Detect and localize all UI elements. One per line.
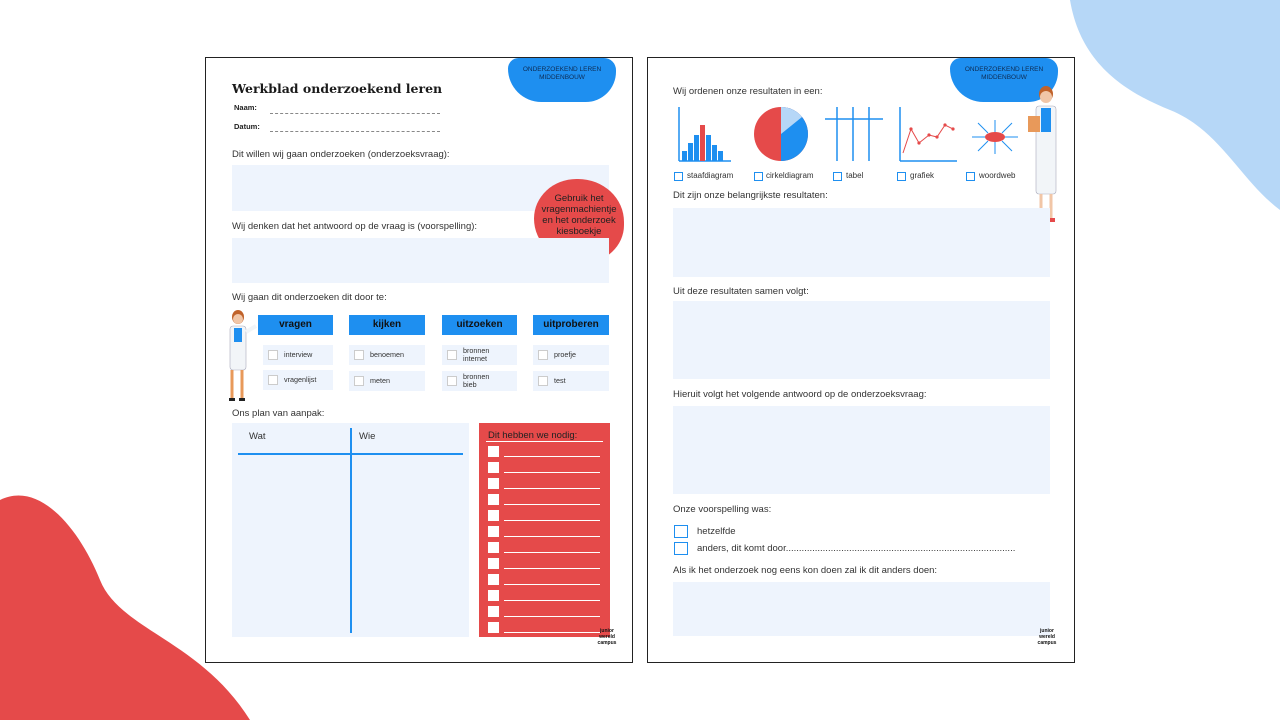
- needs-checkbox[interactable]: [488, 526, 499, 537]
- datum-label: Datum:: [234, 122, 260, 131]
- hetzelfde-label: hetzelfde: [697, 526, 736, 537]
- resultaten-box[interactable]: [673, 208, 1050, 277]
- method-option[interactable]: [533, 371, 609, 391]
- cirkeldiagram-icon: [752, 105, 810, 163]
- voorspelling-was-label: Onze voorspelling was:: [673, 504, 772, 515]
- logo-line: wereld: [1039, 634, 1055, 640]
- method-head-uitzoeken: uitzoeken: [442, 315, 517, 335]
- checkbox[interactable]: [268, 375, 278, 385]
- naam-label: Naam:: [234, 103, 257, 112]
- option-label: bronnen internet: [463, 346, 490, 363]
- needs-line[interactable]: [504, 504, 600, 505]
- method-head-kijken: kijken: [349, 315, 425, 335]
- plan-label: Ons plan van aanpak:: [232, 408, 325, 419]
- needs-checkbox[interactable]: [488, 510, 499, 521]
- badge-line: MIDDENBOUW: [981, 74, 1027, 81]
- naam-line[interactable]: [270, 113, 440, 114]
- result-type-label: woordweb: [979, 171, 1016, 180]
- option-label: test: [554, 376, 566, 385]
- corner-blob-blue: [1060, 0, 1280, 215]
- staafdiagram-icon: [676, 105, 732, 163]
- needs-checkbox[interactable]: [488, 622, 499, 633]
- worksheet-page-1: [205, 57, 633, 663]
- result-type-label: staafdiagram: [687, 171, 734, 180]
- logo-line: campus: [1037, 640, 1057, 646]
- junior-wereld-campus-logo: [1032, 628, 1062, 650]
- method-option[interactable]: [349, 345, 425, 365]
- logo-line: junior: [1040, 628, 1054, 634]
- checkbox-hetzelfde[interactable]: [674, 525, 688, 538]
- needs-checkbox[interactable]: [488, 606, 499, 617]
- option-label: bronnen bieb: [463, 372, 490, 389]
- checkbox-woordweb[interactable]: [966, 172, 975, 181]
- tip-line: en het onderzoek: [542, 215, 616, 226]
- checkbox-anders[interactable]: [674, 542, 688, 555]
- tip-line: vragenmachientje: [541, 204, 617, 215]
- badge-line: ONDERZOEKEND LEREN: [522, 66, 602, 73]
- worksheet-page-2: [647, 57, 1075, 663]
- needs-checkbox[interactable]: [488, 542, 499, 553]
- logo-line: campus: [597, 640, 617, 646]
- option-label: meten: [370, 376, 390, 385]
- checkbox[interactable]: [447, 376, 457, 386]
- needs-line[interactable]: [504, 552, 600, 553]
- checkbox[interactable]: [538, 376, 548, 386]
- conclusie-box[interactable]: [673, 301, 1050, 379]
- option-label: interview: [284, 350, 313, 359]
- needs-line[interactable]: [504, 568, 600, 569]
- needs-line[interactable]: [504, 632, 600, 633]
- method-option[interactable]: [442, 345, 517, 365]
- checkbox-tabel[interactable]: [833, 172, 842, 181]
- result-type-label: grafiek: [910, 171, 935, 180]
- checkbox-cirkeldiagram[interactable]: [754, 172, 763, 181]
- method-head-vragen: vragen: [258, 315, 333, 335]
- method-option[interactable]: [263, 370, 333, 390]
- needs-line[interactable]: [504, 616, 600, 617]
- scientist-illustration: [220, 308, 260, 406]
- checkbox[interactable]: [354, 350, 364, 360]
- method-option[interactable]: [263, 345, 333, 365]
- needs-checkbox[interactable]: [488, 446, 499, 457]
- needs-line[interactable]: [504, 456, 600, 457]
- antwoord-label: Hieruit volgt het volgende antwoord op de onderzoeksvraag:: [673, 389, 927, 400]
- checkbox[interactable]: [538, 350, 548, 360]
- logo-line: wereld: [599, 634, 615, 640]
- method-option[interactable]: [533, 345, 609, 365]
- woordweb-icon: [970, 118, 1020, 156]
- needs-checkbox[interactable]: [488, 574, 499, 585]
- needs-line[interactable]: [504, 472, 600, 473]
- result-type-label: tabel: [846, 171, 864, 180]
- needs-line[interactable]: [504, 600, 600, 601]
- plan-col-wat: Wat: [249, 431, 266, 442]
- badge-line: MIDDENBOUW: [539, 74, 585, 81]
- needs-checkbox[interactable]: [488, 590, 499, 601]
- logo-line: junior: [600, 628, 614, 634]
- method-option[interactable]: [442, 371, 517, 391]
- needs-line[interactable]: [504, 488, 600, 489]
- needs-checkbox[interactable]: [488, 478, 499, 489]
- checkbox[interactable]: [447, 350, 457, 360]
- needs-line[interactable]: [504, 536, 600, 537]
- method-option[interactable]: [349, 371, 425, 391]
- needs-checkbox[interactable]: [488, 462, 499, 473]
- badge-onderzoekend-leren: [508, 58, 616, 102]
- needs-checkbox[interactable]: [488, 494, 499, 505]
- datum-line[interactable]: [270, 131, 440, 132]
- needs-line[interactable]: [504, 584, 600, 585]
- option-label: proefje: [554, 350, 576, 359]
- resultaten-label: Dit zijn onze belangrijkste resultaten:: [673, 190, 828, 201]
- conclusie-label: Uit deze resultaten samen volgt:: [673, 286, 809, 297]
- tip-line: Gebruik het: [554, 193, 604, 204]
- voorspelling-box[interactable]: [232, 238, 609, 283]
- anders-doen-label: Als ik het onderzoek nog eens kon doen zal ik dit anders doen:: [673, 565, 938, 576]
- tabel-icon: [823, 105, 885, 163]
- tip-line: kiesboekje: [556, 226, 602, 237]
- onderzoeksvraag-label: Dit willen wij gaan onderzoeken (onderzoeksvraag):: [232, 149, 450, 160]
- result-type-label: cirkeldiagram: [766, 171, 814, 180]
- ordenen-label: Wij ordenen onze resultaten in een:: [673, 86, 823, 97]
- methode-label: Wij gaan dit onderzoeken dit door te:: [232, 292, 387, 303]
- method-head-uitproberen: uitproberen: [533, 315, 609, 335]
- checkbox-staafdiagram[interactable]: [674, 172, 683, 181]
- grafiek-icon: [897, 105, 959, 163]
- worksheet-title: Werkblad onderzoekend leren: [232, 81, 443, 96]
- needs-title-rule: [486, 441, 603, 442]
- needs-title: Dit hebben we nodig:: [488, 430, 578, 441]
- needs-checkbox[interactable]: [488, 558, 499, 569]
- needs-line[interactable]: [504, 520, 600, 521]
- anders-doen-box[interactable]: [673, 582, 1050, 636]
- checkbox[interactable]: [268, 350, 278, 360]
- plan-column-rule: [350, 428, 352, 633]
- anders-label: anders, dit komt door.......................................................................................: [697, 543, 1016, 554]
- scientist-illustration: [1026, 84, 1070, 226]
- antwoord-box[interactable]: [673, 406, 1050, 494]
- checkbox-grafiek[interactable]: [897, 172, 906, 181]
- option-label: benoemen: [370, 350, 404, 359]
- checkbox[interactable]: [354, 376, 364, 386]
- voorspelling-label: Wij denken dat het antwoord op de vraag is (voorspelling):: [232, 221, 478, 232]
- badge-line: ONDERZOEKEND LEREN: [964, 66, 1044, 73]
- plan-col-wie: Wie: [359, 431, 376, 442]
- option-label: vragenlijst: [284, 375, 317, 384]
